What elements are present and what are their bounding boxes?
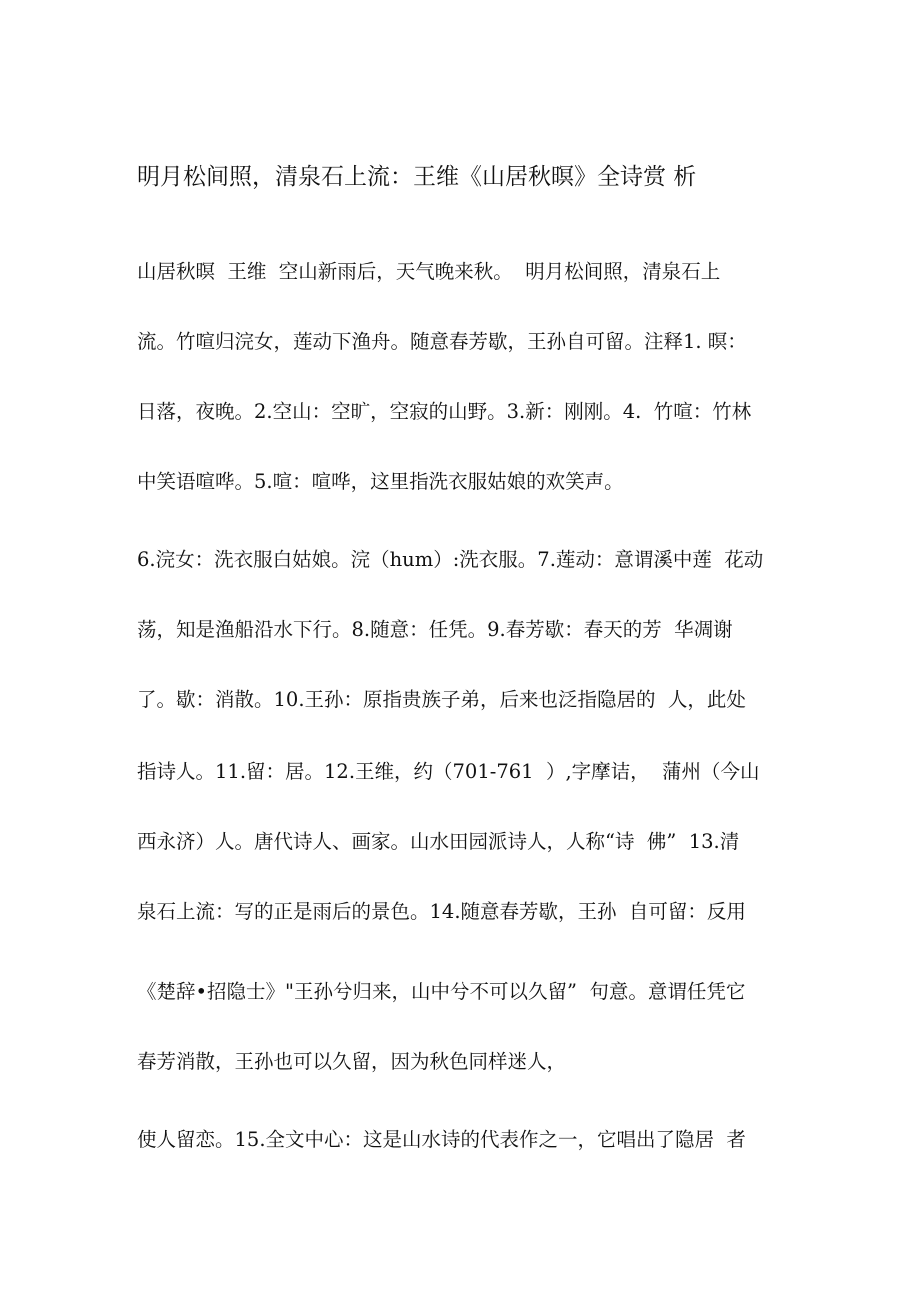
body-line: 泉石上流：写的正是雨后的景色。14.随意春芳歇，王孙 自可留：反用 bbox=[137, 900, 746, 923]
body-line: 日落，夜晚。2.空山：空旷，空寂的山野。3.新：刚刚。4. 竹喧：竹林 bbox=[137, 400, 752, 423]
body-line: 荡，知是渔船沿水下行。8.随意：任凭。9.春芳歇：春天的芳 华凋谢 bbox=[137, 618, 733, 641]
body-line: 山居秋暝 王维 空山新雨后，天气晚来秋。 明月松间照，清泉石上 bbox=[137, 260, 721, 283]
body-line: 了。歇：消散。10.王孙：原指贵族子弟，后来也泛指隐居的 人，此处 bbox=[137, 688, 746, 711]
body-line: 春芳消散，王孙也可以久留，因为秋色同样迷人， bbox=[137, 1050, 567, 1073]
body-line: 《楚辞•招隐士》"王孙兮归来，山中兮不可以久留” 句意。意谓任凭它 bbox=[137, 980, 746, 1003]
document-title: 明月松间照，清泉石上流：王维《山居秋暝》全诗赏 析 bbox=[137, 164, 697, 190]
body-line: 使人留恋。15.全文中心：这是山水诗的代表作之一，它唱出了隐居 者 bbox=[137, 1128, 746, 1151]
body-line: 6.浣女：洗衣服白姑娘。浣（hum）:洗衣服。7.莲动：意谓溪中莲 花动 bbox=[137, 548, 764, 571]
body-line: 中笑语喧哗。5.喧：喧哗，这里指洗衣服姑娘的欢笑声。 bbox=[137, 470, 624, 493]
body-line: 西永济）人。唐代诗人、画家。山水田园派诗人，人称“诗 佛” 13.清 bbox=[137, 830, 740, 853]
body-line: 指诗人。11.留：居。12.王维，约（701-761 ）,字摩诘， 蒲州（今山 bbox=[137, 760, 760, 783]
body-line: 流。竹喧归浣女，莲动下渔舟。随意春芳歇，王孙自可留。注释1. 暝： bbox=[137, 330, 747, 353]
